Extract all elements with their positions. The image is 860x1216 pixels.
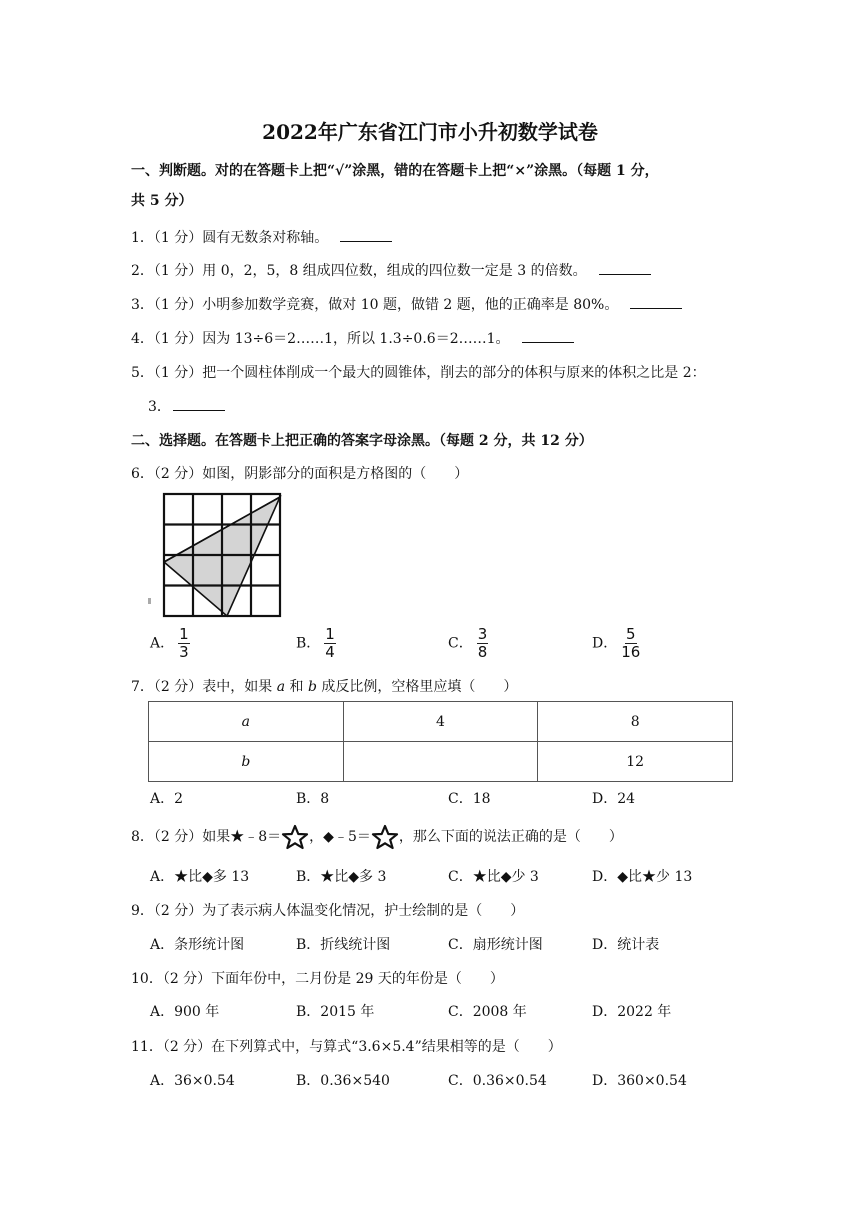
fraction: $\frac{1}{4}$ (325, 625, 335, 661)
q8-option-b[interactable]: B．★比◆多 3 (296, 869, 387, 885)
q9-option-a[interactable]: A．条形统计图 (150, 937, 245, 953)
table-cell: 12 (538, 742, 733, 782)
question-3 (131, 294, 682, 314)
table-cell: a (149, 702, 344, 742)
q8-option-c[interactable]: C．★比◆少 3 (448, 869, 539, 885)
question-8-text: 8．（2 分）如果★﹣8＝ ，◆﹣5＝ ，那么下面的说法正确的是（ ） (131, 824, 623, 850)
q8-option-d[interactable]: D．◆比★少 13 (592, 869, 693, 885)
question-2-text: 2．（1 分）用 0，2，5，8 组成四位数，组成的四位数一定是 3 的倍数。 (131, 263, 587, 279)
fraction: $\frac{3}{8}$ (477, 625, 488, 661)
q11-option-c[interactable]: C．0.36×0.54 (448, 1073, 547, 1089)
q6-option-b[interactable]: B． $\frac{1}{4}$ (296, 625, 335, 661)
question-4 (131, 328, 574, 348)
q10-option-b[interactable]: B．2015 年 (296, 1004, 375, 1020)
outline-star-icon (281, 824, 309, 850)
answer-blank[interactable] (522, 330, 574, 343)
q9-option-b[interactable]: B．折线统计图 (296, 937, 391, 953)
question-5-line2-text: 3． (148, 399, 171, 415)
answer-blank[interactable] (630, 296, 682, 309)
table-cell-blank[interactable] (343, 742, 538, 782)
page-title: 2022年广东省江门市小升初数学试卷 (262, 120, 598, 144)
q8-option-a[interactable]: A．★比◆多 13 (150, 869, 250, 885)
question-9-text: 9．（2 分）为了表示病人体温变化情况，护士绘制的是（ ） (131, 903, 525, 919)
section1-heading-line2: 共 5 分） (131, 193, 193, 209)
question-4-text: 4．（1 分）因为 13÷6＝2……1，所以 1.3÷0.6＝2……1。 (131, 331, 510, 347)
question-10-text: 10．（2 分）下面年份中，二月份是 29 天的年份是（ ） (131, 971, 504, 987)
question-5-line2 (148, 396, 225, 416)
q9-option-d[interactable]: D．统计表 (592, 937, 660, 953)
question-1-text: 1．（1 分）圆有无数条对称轴。 (131, 230, 329, 246)
q10-option-c[interactable]: C．2008 年 (448, 1004, 527, 1020)
question-5-line1: 5．（1 分）把一个圆柱体削成一个最大的圆锥体，削去的部分的体积与原来的体积之比是 2： (131, 365, 706, 381)
table-row (149, 742, 733, 782)
q11-option-a[interactable]: A．36×0.54 (150, 1073, 235, 1089)
question-2 (131, 260, 651, 280)
answer-blank[interactable] (599, 262, 651, 275)
q7-option-b[interactable]: B．8 (296, 791, 330, 807)
section1-heading-line1: 一、判断题。对的在答题卡上把“√”涂黑，错的在答题卡上把“×”涂黑。（每题 1 分， (131, 163, 659, 179)
q6-option-d[interactable]: D． $\frac{5}{16}$ (592, 625, 641, 661)
q7-option-a[interactable]: A．2 (150, 791, 184, 807)
q6-option-a[interactable]: A． $\frac{1}{3}$ (150, 625, 189, 661)
q10-option-d[interactable]: D．2022 年 (592, 1004, 672, 1020)
ratio-table (148, 701, 733, 782)
outline-star-icon (371, 824, 399, 850)
table-cell: b (149, 742, 344, 782)
q7-option-c[interactable]: C．18 (448, 791, 491, 807)
q11-option-b[interactable]: B．0.36×540 (296, 1073, 390, 1089)
question-11-text: 11．（2 分）在下列算式中，与算式“3.6×5.4”结果相等的是（ ） (131, 1039, 562, 1055)
question-3-text: 3．（1 分）小明参加数学竞赛，做对 10 题，做错 2 题，他的正确率是 80%。 (131, 297, 619, 313)
q10-option-a[interactable]: A．900 年 (150, 1004, 220, 1020)
section2-heading: 二、选择题。在答题卡上把正确的答案字母涂黑。（每题 2 分，共 12 分） (131, 433, 593, 449)
grid-figure (148, 492, 288, 618)
fraction: $\frac{1}{3}$ (179, 625, 189, 661)
table-cell: 4 (343, 702, 538, 742)
table-cell: 8 (538, 702, 733, 742)
q7-option-d[interactable]: D．24 (592, 791, 636, 807)
table-row (149, 702, 733, 742)
answer-blank[interactable] (340, 229, 392, 242)
question-1 (131, 227, 392, 247)
fraction: $\frac{5}{16}$ (621, 625, 641, 661)
question-6-text: 6．（2 分）如图，阴影部分的面积是方格图的（ ） (131, 466, 469, 482)
q6-option-c[interactable]: C． $\frac{3}{8}$ (448, 625, 488, 661)
question-7-text: 7．（2 分）表中，如果 a 和 b 成反比例，空格里应填（ ） (131, 679, 518, 695)
answer-blank[interactable] (173, 398, 225, 411)
q11-option-d[interactable]: D．360×0.54 (592, 1073, 687, 1089)
q9-option-c[interactable]: C．扇形统计图 (448, 937, 543, 953)
